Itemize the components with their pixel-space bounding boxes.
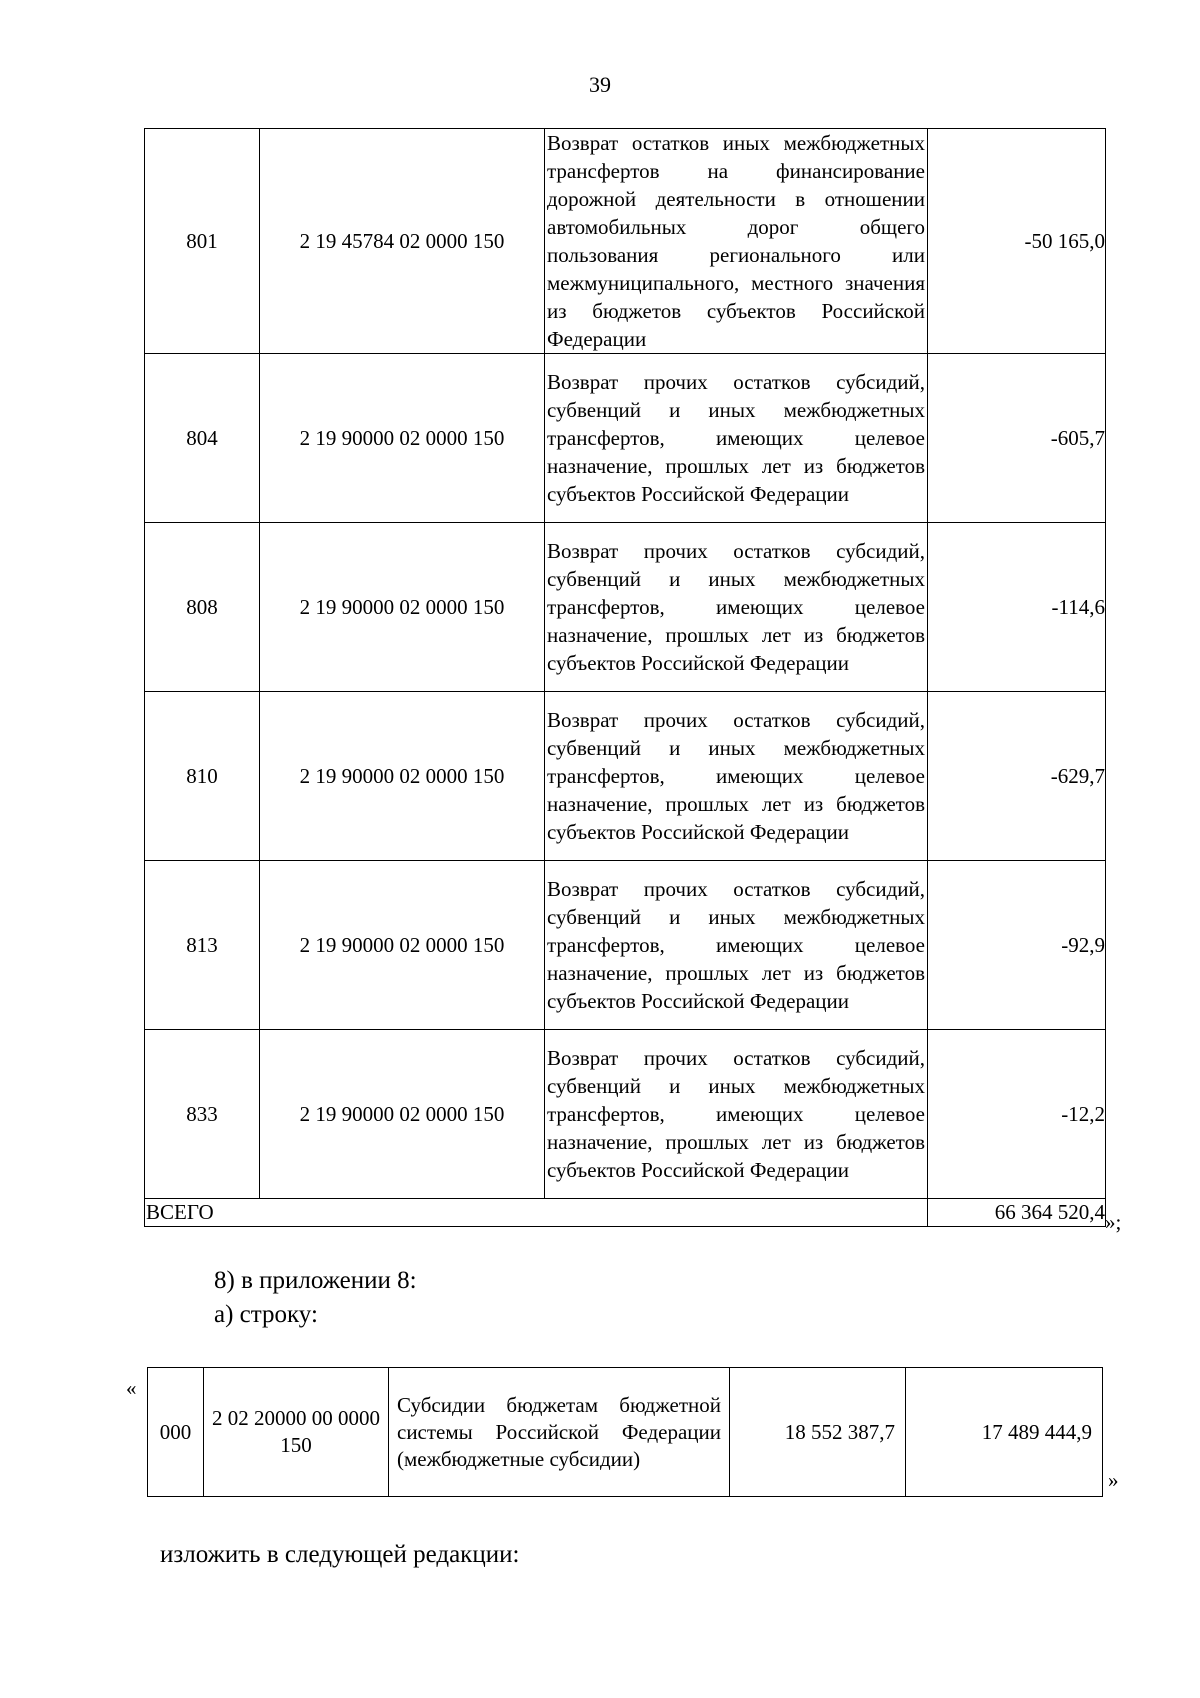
table-row bbox=[145, 523, 1106, 692]
amount-year-2: 17 489 444,9 bbox=[906, 1368, 1103, 1497]
row-amount: -629,7 bbox=[928, 692, 1106, 861]
row-description: Возврат прочих остатков субсидий, субвенций и иных межбюджетных трансфертов, имеющих целевое назначение, прошлых лет из бюджетов субъектов Российской Федерации bbox=[545, 354, 928, 523]
row-amount: -92,9 bbox=[928, 861, 1106, 1030]
admin-code: 000 bbox=[148, 1368, 204, 1497]
admin-code: 804 bbox=[145, 354, 260, 523]
admin-code: 808 bbox=[145, 523, 260, 692]
table-row bbox=[145, 129, 1106, 354]
row-description: Возврат прочих остатков субсидий, субвенций и иных межбюджетных трансфертов, имеющих целевое назначение, прошлых лет из бюджетов субъектов Российской Федерации bbox=[545, 692, 928, 861]
admin-code: 833 bbox=[145, 1030, 260, 1199]
budget-code: 2 02 20000 00 0000 150 bbox=[204, 1368, 389, 1497]
table-row bbox=[145, 861, 1106, 1030]
row-amount: -605,7 bbox=[928, 354, 1106, 523]
budget-code: 2 19 90000 02 0000 150 bbox=[260, 523, 545, 692]
amendment-table bbox=[147, 1367, 1103, 1497]
paragraph-item-8: 8) в приложении 8: bbox=[214, 1267, 417, 1294]
table-row bbox=[145, 354, 1106, 523]
closing-quote: » bbox=[1108, 1468, 1119, 1492]
table-row bbox=[145, 692, 1106, 861]
page-number: 39 bbox=[589, 72, 611, 97]
row-description: Возврат прочих остатков субсидий, субвенций и иных межбюджетных трансфертов, имеющих целевое назначение, прошлых лет из бюджетов субъектов Российской Федерации bbox=[545, 861, 928, 1030]
admin-code: 801 bbox=[145, 129, 260, 354]
paragraph-item-a: а) строку: bbox=[214, 1301, 318, 1328]
budget-code: 2 19 90000 02 0000 150 bbox=[260, 1030, 545, 1199]
budget-code: 2 19 90000 02 0000 150 bbox=[260, 861, 545, 1030]
row-amount: -12,2 bbox=[928, 1030, 1106, 1199]
opening-quote: « bbox=[126, 1376, 137, 1400]
admin-code: 810 bbox=[145, 692, 260, 861]
table-row bbox=[145, 1030, 1106, 1199]
closing-quote-semicolon: »; bbox=[1105, 1210, 1122, 1234]
row-description: Возврат прочих остатков субсидий, субвенций и иных межбюджетных трансфертов, имеющих целевое назначение, прошлых лет из бюджетов субъектов Российской Федерации bbox=[545, 523, 928, 692]
row-amount: -50 165,0 bbox=[928, 129, 1106, 354]
amount-year-1: 18 552 387,7 bbox=[730, 1368, 906, 1497]
budget-code: 2 19 90000 02 0000 150 bbox=[260, 354, 545, 523]
budget-code: 2 19 90000 02 0000 150 bbox=[260, 692, 545, 861]
admin-code: 813 bbox=[145, 861, 260, 1030]
row-description: Возврат прочих остатков субсидий, субвенций и иных межбюджетных трансфертов, имеющих целевое назначение, прошлых лет из бюджетов субъектов Российской Федерации bbox=[545, 1030, 928, 1199]
row-description: Субсидии бюджетам бюджетной системы Российской Федерации (межбюджетные субсидии) bbox=[389, 1368, 730, 1497]
paragraph-restate: изложить в следующей редакции: bbox=[160, 1541, 520, 1568]
total-amount: 66 364 520,4 bbox=[928, 1199, 1106, 1227]
total-row bbox=[145, 1199, 1106, 1227]
total-label: ВСЕГО bbox=[145, 1199, 928, 1227]
budget-code: 2 19 45784 02 0000 150 bbox=[260, 129, 545, 354]
table-row bbox=[148, 1368, 1103, 1497]
row-amount: -114,6 bbox=[928, 523, 1106, 692]
row-description: Возврат остатков иных межбюджетных трансфертов на финансирование дорожной деятельности в отношении автомобильных дорог общего пользования регионального или межмуниципального, местного значения из бюджетов субъектов Российской Федерации bbox=[545, 129, 928, 354]
budget-table bbox=[144, 128, 1106, 1227]
